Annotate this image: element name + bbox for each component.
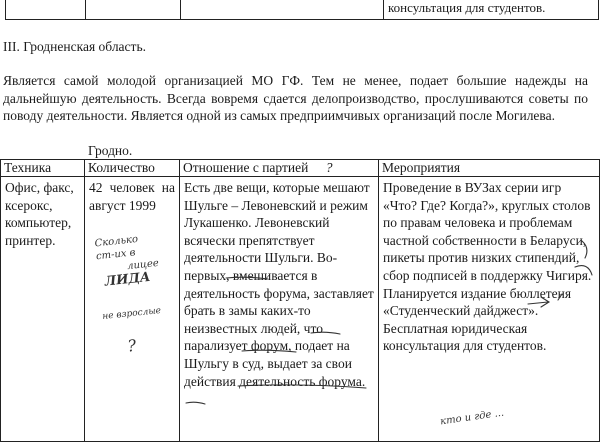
header-quantity: Количество bbox=[85, 160, 180, 177]
margin-mark-2 bbox=[575, 266, 592, 275]
handwritten-events-note: кто и где ... bbox=[439, 407, 505, 428]
cell-technique: Офис, факс, ксерокс, компьютер, принтер. bbox=[1, 177, 85, 442]
section-heading: III. Гродненская область. bbox=[3, 39, 146, 54]
underline-lukashenko bbox=[226, 277, 268, 279]
city-label: Гродно. bbox=[88, 143, 133, 158]
handwritten-note-2: ст-их в bbox=[95, 247, 136, 263]
handwritten-note-3: лицее bbox=[126, 257, 160, 273]
header-events: Мероприятия bbox=[379, 160, 600, 177]
cell-events: Проведение в ВУЗах серии игр «Что? Где? Когда?», круглых столов по правам человека и проблемам частной собственности в Беларуси, пикеты против низких стипендий, сбор подписей в поддержку Чигиря. Планируется издание бюллетеня «Студенческий дайджест». Бесплатная юридическая консультация для студентов. bbox=[379, 177, 600, 442]
handwritten-note-5: не взрослые bbox=[101, 305, 162, 323]
arrow-chigir bbox=[528, 297, 549, 307]
tick-mark bbox=[558, 294, 562, 300]
prev-cell-last: консультация для студентов. bbox=[384, 0, 599, 20]
handwritten-note-6: ? bbox=[126, 335, 138, 356]
cell-relation: Есть две вещи, которые мешают Шульге – Левоневский и режим Лукашенко. Левоневский всячески препятствует деятельности Шульги. Во-первых, вмешивается в деятельность форума, заставляет брать в замы каких-то неизвестных людей, что парализует форум, подает на Шульгу в суд, выдает за свои действия деятельность форума. bbox=[180, 177, 379, 442]
header-technique: Техника bbox=[1, 160, 85, 177]
underline-podaet bbox=[238, 385, 366, 388]
underline-zamy bbox=[311, 332, 340, 334]
handwritten-note-1: Сколько bbox=[94, 233, 139, 250]
header-relation-label: Отношение с партией bbox=[183, 160, 309, 175]
margin-mark-1 bbox=[582, 241, 587, 258]
cell-quantity-text: 42 человек на август 1999 bbox=[89, 180, 175, 213]
header-question-mark: ? bbox=[325, 160, 333, 175]
handwritten-note-4: ЛИДА bbox=[103, 269, 152, 290]
section-paragraph: Является самой молодой организацией МО ГФ. Тем не менее, подает большие надежды на дальнейшую деятельность. Всегда вовремя сдается делопроизводство, прослушиваются советы по поводу деятельности. Является одной из самых предприимчивых организаций после Могилева. bbox=[3, 73, 588, 124]
underline-neizvestnyh bbox=[242, 350, 296, 352]
underline-sud bbox=[186, 402, 205, 404]
